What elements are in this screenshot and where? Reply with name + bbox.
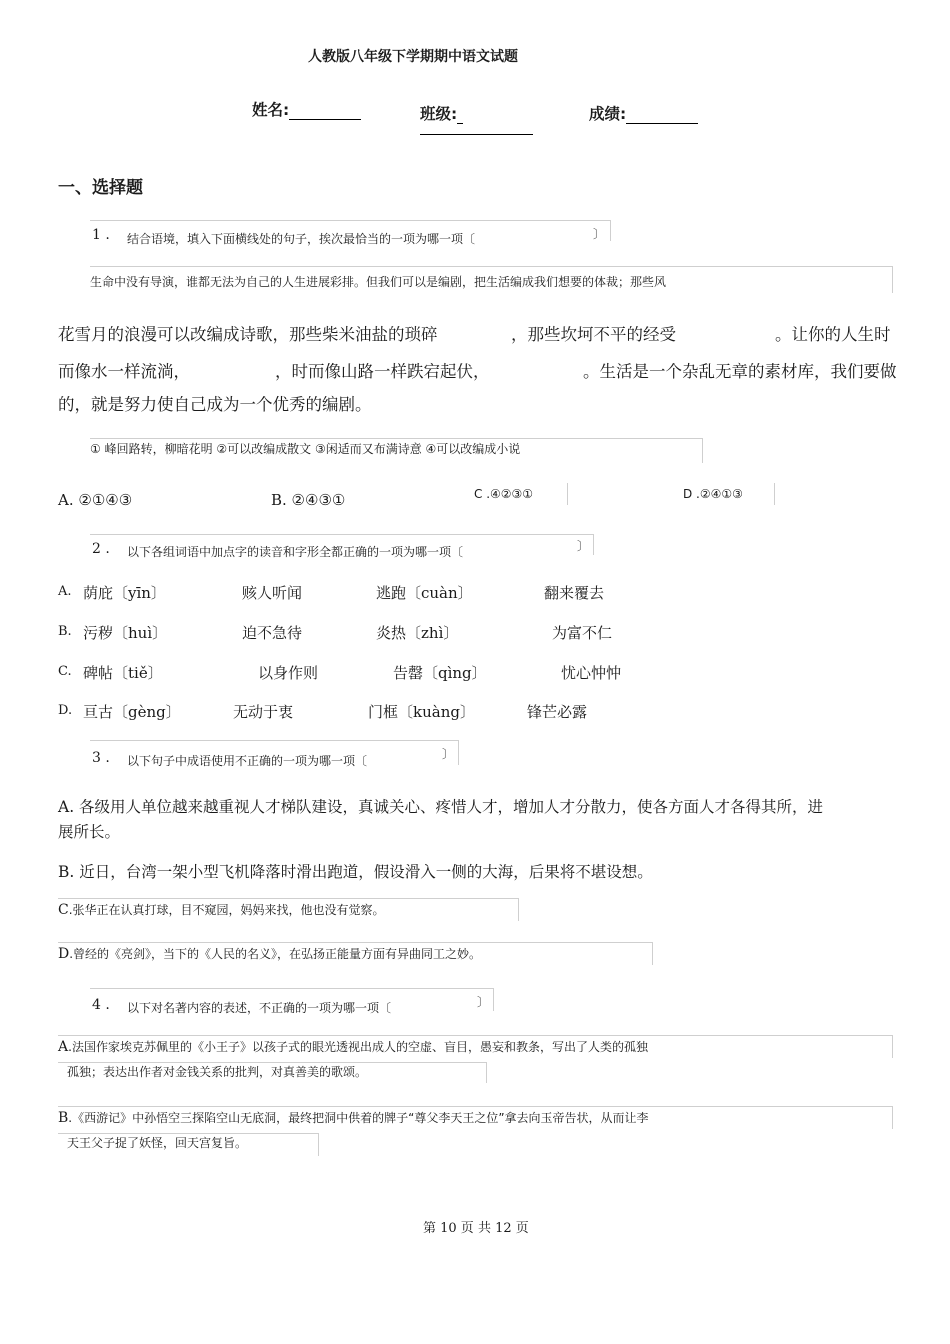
- q3-number: 3 .: [92, 750, 110, 766]
- q1-passage-line3c: 。生活是一个杂乱无章的素材库，我们要做: [583, 362, 897, 381]
- q3-stem: 以下句子中成语使用不正确的一项为哪一项〔: [127, 754, 368, 768]
- q1-number: 1 .: [92, 227, 110, 243]
- class-field: [420, 102, 463, 124]
- name-field: [252, 98, 361, 120]
- q3-bracket: 〕: [442, 747, 455, 761]
- class-label: 班级:: [420, 105, 458, 123]
- q1-passage-line3a: 而像水一样流淌，: [58, 362, 190, 381]
- q1-passage-line3b: ，时而像山路一样跌宕起伏，: [275, 362, 490, 381]
- q3-option-b[interactable]: B. 近日，台湾一架小型飞机降落时滑出跑道，假设滑入一侧的大海，后果将不堪设想。: [58, 863, 653, 881]
- q1-option-d[interactable]: D .②④①③: [683, 487, 743, 501]
- page-number: 第 10 页 共 12 页: [423, 1221, 529, 1236]
- q1-bracket: 〕: [593, 227, 606, 241]
- q1-option-b[interactable]: B. ②④③①: [271, 491, 346, 509]
- score-label: 成绩:: [589, 105, 627, 123]
- q1-passage-line2a: 花雪月的浪漫可以改编成诗歌，那些柴米油盐的琐碎: [58, 325, 438, 344]
- q1-passage-line2b: ，那些坎坷不平的经受: [511, 325, 676, 344]
- q1-passage-line2c: 。让你的人生时: [775, 325, 891, 344]
- q1-passage-line1: 生命中没有导演，谁都无法为自己的人生进展彩排。但我们可以是编剧，把生活编成我们想要的体裁；那些风: [90, 275, 667, 289]
- q3-option-d[interactable]: D.曾经的《亮剑》，当下的《人民的名义》，在弘扬正能量方面有异曲同工之妙。: [58, 946, 482, 962]
- q1-passage-line4: 的，就是努力使自己成为一个优秀的编剧。: [58, 395, 372, 414]
- q4-bracket: 〕: [477, 995, 490, 1009]
- q4-stem: 以下对名著内容的表述，不正确的一项为哪一项〔: [127, 1001, 392, 1015]
- q2-number: 2 .: [92, 541, 110, 557]
- name-blank: [289, 105, 361, 120]
- section-title: 一、选择题: [58, 178, 143, 198]
- q2-stem: 以下各组词语中加点字的读音和字形全都正确的一项为哪一项〔: [127, 545, 464, 559]
- q4-number: 4 .: [92, 997, 110, 1013]
- page-title: 人教版八年级下学期期中语文试题: [308, 49, 518, 65]
- score-field: [589, 102, 698, 124]
- name-label: 姓名:: [252, 101, 290, 119]
- q1-option-a[interactable]: A. ②①④③: [58, 491, 133, 509]
- class-blank: [420, 134, 533, 135]
- score-blank: [626, 109, 698, 124]
- q1-stem: 结合语境，填入下面横线处的句子，挨次最恰当的一项为哪一项〔: [127, 232, 476, 246]
- q1-option-c[interactable]: C .④②③①: [474, 487, 534, 501]
- q1-choices: ① 峰回路转，柳暗花明 ②可以改编成散文 ③闲适而又布满诗意 ④可以改编成小说: [90, 442, 521, 456]
- q3-option-c[interactable]: C.张华正在认真打球，目不窥园，妈妈来找，他也没有觉察。: [58, 902, 385, 918]
- q2-bracket: 〕: [577, 539, 590, 553]
